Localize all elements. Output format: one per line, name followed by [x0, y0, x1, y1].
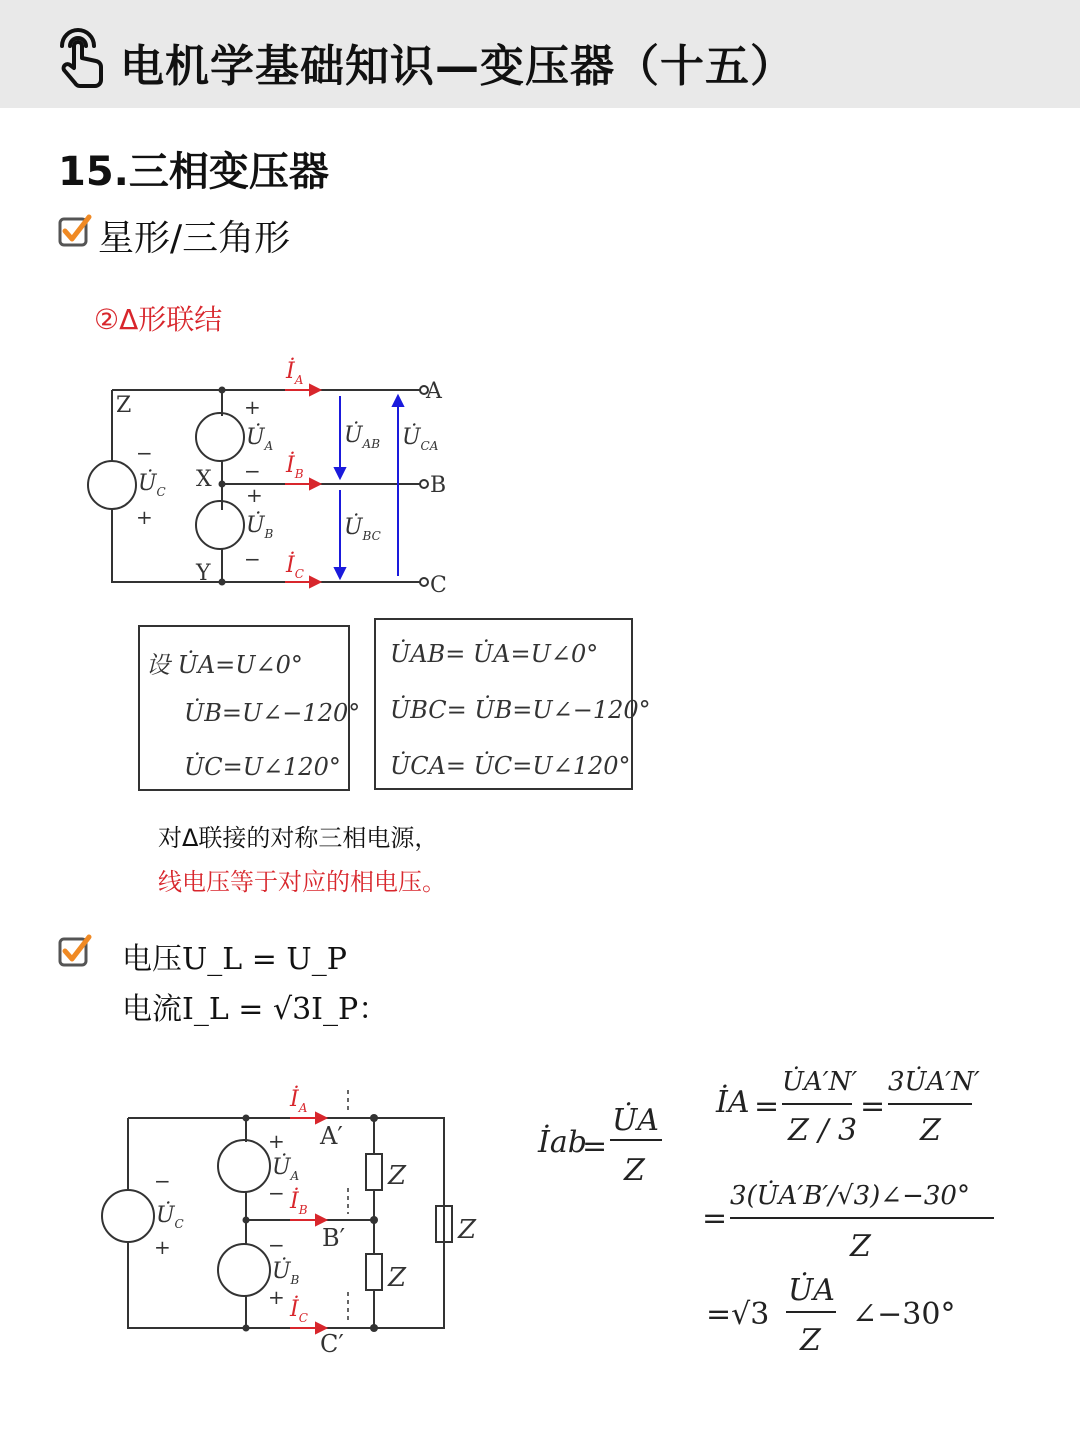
eq-ia-lhs: İA [716, 1085, 750, 1120]
svg-text:İB [289, 1187, 308, 1217]
current-ia-sub: A [294, 373, 304, 387]
section-title: 15.三相变压器 [58, 149, 329, 195]
svg-text:İA [285, 357, 304, 387]
box-right-line3: U̇CA= U̇C=U∠120° [390, 752, 631, 780]
source-ua-label: U̇ [272, 1155, 291, 1180]
svg-text:=: = [702, 1201, 728, 1236]
current-ib-sub: B [298, 1203, 308, 1217]
source-ub-sub: B [290, 1273, 300, 1287]
eq-iab-num: U̇A [612, 1103, 659, 1138]
sign-plus: + [154, 1235, 171, 1259]
svg-text:=: = [754, 1089, 780, 1124]
subsection-label: ②Δ形联结 [94, 303, 223, 336]
current-ic-sub: C [298, 1311, 308, 1325]
svg-text:İB [285, 451, 304, 481]
header-bar [0, 0, 1080, 108]
delta-load-circuit [96, 1078, 486, 1358]
node-c-prime: C′ [320, 1330, 344, 1358]
hand-pointer-icon [52, 24, 112, 88]
sign-plus: + [268, 1129, 285, 1153]
delta-source-circuit [80, 350, 470, 600]
source-ub-label: U̇ [246, 513, 265, 538]
load-z-ab: Z [388, 1161, 407, 1191]
current-ib-label: İ [290, 1189, 299, 1214]
svg-text:U̇A [246, 424, 274, 453]
check-label-star-delta: 星形/三角形 [98, 218, 291, 259]
sign-minus: − [244, 547, 261, 571]
node-Z: Z [116, 393, 132, 418]
node-B: B [430, 473, 447, 498]
source-ub-sub: B [264, 527, 274, 541]
source-uc-sub: C [156, 485, 166, 499]
eq-frac2-num: 3U̇A′N′ [888, 1067, 980, 1097]
node-a-prime: A′ [320, 1122, 343, 1150]
eq-line3-prefix: =√3 [706, 1297, 770, 1332]
voltage-ubc-sub: BC [362, 529, 381, 543]
sign-minus: − [268, 1233, 285, 1257]
current-ib-label: İ [286, 453, 295, 478]
eq-line2-num: 3(U̇A′B′/√3)∠−30° [730, 1181, 970, 1211]
box-right-line1: U̇AB= U̇A=U∠0° [390, 640, 599, 668]
node-A: A [426, 379, 442, 404]
svg-text:=: = [860, 1089, 886, 1124]
sign-plus: + [136, 505, 153, 529]
node-C: C [430, 573, 447, 598]
current-ia-sub: A [298, 1101, 308, 1115]
checkbox-icon [58, 934, 92, 968]
current-ic-label: İ [290, 1297, 299, 1322]
source-ua-label: U̇ [246, 425, 265, 450]
line-voltage-box [374, 618, 651, 790]
checkbox-icon [58, 214, 92, 248]
eq-line3-den: Z [800, 1323, 821, 1358]
voltage-uab-label: U̇ [344, 423, 363, 448]
box-left-line1: 设 U̇A=U∠0° [146, 651, 303, 679]
sign-plus: + [244, 395, 261, 419]
voltage-uca-sub: CA [420, 439, 439, 453]
current-ic-sub: C [294, 567, 304, 581]
box-left-line2: U̇B=U∠−120° [184, 699, 361, 727]
formula-voltage: 电压U_L = U_P [122, 942, 347, 977]
phase-voltage-box [138, 625, 361, 791]
source-uc-label: U̇ [138, 471, 157, 496]
eq-line2-den: Z [850, 1229, 871, 1264]
note-line1: 对Δ联接的对称三相电源， [158, 824, 439, 852]
svg-text:İC [285, 551, 304, 581]
eq-line3-num: U̇A [788, 1273, 835, 1308]
load-z-bc: Z [388, 1263, 407, 1293]
node-b-prime: B′ [322, 1224, 346, 1252]
node-X: X [196, 467, 212, 492]
load-z-ca: Z [458, 1215, 477, 1245]
sign-plus: + [268, 1285, 285, 1309]
eq-frac2-den: Z [920, 1113, 941, 1148]
sign-minus: − [154, 1169, 171, 1193]
eq-iab-lhs: İab [538, 1125, 587, 1160]
svg-text:U̇AB [344, 422, 380, 451]
current-equations [530, 1060, 1030, 1370]
formula-current: 电流I_L = √3I_P： [122, 992, 389, 1027]
sign-minus: − [268, 1181, 285, 1205]
eq-iab-den: Z [624, 1153, 645, 1188]
source-ua-sub: A [264, 439, 274, 453]
sign-minus: − [136, 441, 153, 465]
sign-minus: − [244, 459, 261, 483]
eq-frac1-num: U̇A′N′ [782, 1067, 858, 1097]
note-line2: 线电压等于对应的相电压。 [158, 868, 446, 896]
eq-frac1-den: Z / 3 [788, 1113, 858, 1148]
svg-text:U̇BC [344, 514, 381, 543]
svg-text:İC [289, 1295, 308, 1325]
svg-text:=: = [582, 1129, 608, 1164]
source-uc-sub: C [174, 1217, 184, 1231]
voltage-uca-label: U̇ [402, 425, 421, 450]
current-ia-label: İ [290, 1087, 299, 1112]
svg-text:U̇C [156, 1202, 184, 1231]
svg-text:U̇CA [402, 424, 439, 453]
voltage-uab-sub: AB [362, 437, 381, 451]
eq-line3-suffix: ∠−30° [852, 1297, 956, 1332]
current-ia-label: İ [286, 359, 295, 384]
source-uc-label: U̇ [156, 1203, 175, 1228]
current-ic-label: İ [286, 553, 295, 578]
voltage-ubc-label: U̇ [344, 515, 363, 540]
box-right-line2: U̇BC= U̇B=U∠−120° [390, 696, 651, 724]
sign-plus: + [246, 483, 263, 507]
svg-text:İA [289, 1085, 308, 1115]
page-title: 电机学基础知识—变压器（十五） [120, 41, 795, 92]
source-ua-sub: A [290, 1169, 300, 1183]
svg-text:U̇B [272, 1258, 300, 1287]
current-ib-sub: B [294, 467, 304, 481]
svg-text:U̇B [246, 512, 274, 541]
node-Y: Y [196, 561, 211, 586]
box-left-line3: U̇C=U∠120° [184, 753, 341, 781]
svg-text:U̇A [272, 1154, 300, 1183]
svg-text:U̇C [138, 470, 166, 499]
source-ub-label: U̇ [272, 1259, 291, 1284]
